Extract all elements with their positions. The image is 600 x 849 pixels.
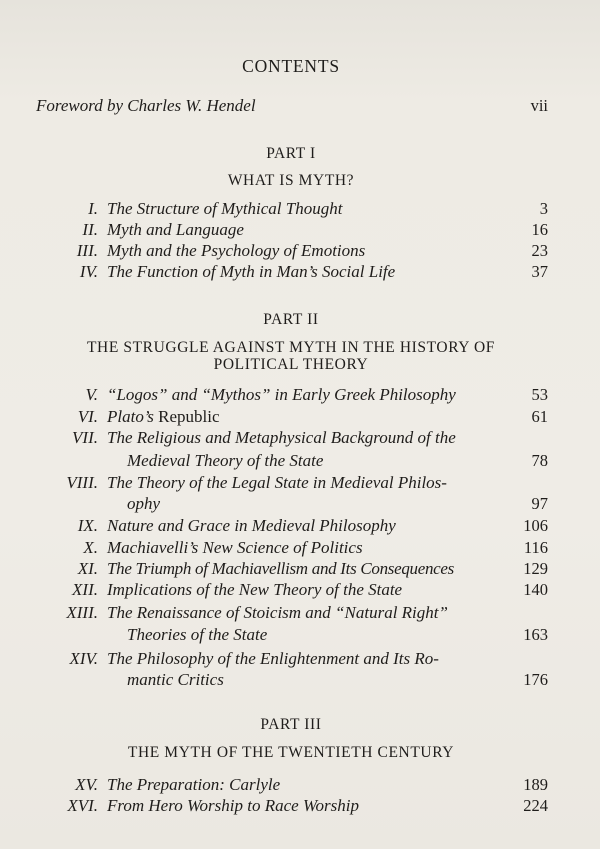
- chapter-page: 16: [531, 220, 548, 239]
- chapter-title: The Renaissance of Stoicism and “Natural Right”: [107, 603, 448, 622]
- chapter-numeral: XV.: [75, 775, 98, 794]
- chapter-title-continued: mantic Critics: [127, 670, 224, 689]
- chapter-title-continued: ophy: [127, 494, 161, 513]
- chapter-numeral: VI.: [77, 407, 98, 426]
- chapter-numeral: X.: [83, 538, 98, 557]
- chapter-numeral: II.: [82, 220, 98, 239]
- toc-entry: [0, 473, 600, 495]
- foreword-page: vii: [530, 96, 548, 115]
- chapter-title: The Theory of the Legal State in Medieval Philos-: [107, 473, 447, 492]
- part-3-label: PART III: [260, 716, 322, 733]
- chapter-numeral: I.: [88, 199, 98, 218]
- part-2-title-line2: POLITICAL THEORY: [213, 356, 369, 373]
- toc-entry-continued: [0, 670, 600, 692]
- chapter-page: 189: [523, 775, 548, 794]
- chapter-numeral: V.: [85, 385, 98, 404]
- part-3-title: THE MYTH OF THE TWENTIETH CENTURY: [127, 744, 455, 761]
- chapter-title-roman: Republic: [158, 407, 220, 426]
- foreword-entry: [0, 96, 600, 118]
- chapter-title: The Structure of Mythical Thought: [107, 199, 343, 218]
- chapter-title: “Logos” and “Mythos” in Early Greek Philosophy: [107, 385, 456, 404]
- chapter-title-italic: Plato’s: [107, 407, 159, 426]
- chapter-title: Machiavelli’s New Science of Politics: [107, 538, 363, 557]
- chapter-title: The Philosophy of the Enlightenment and Its Ro-: [107, 649, 439, 668]
- part-2-label: PART II: [263, 311, 319, 328]
- page-title: CONTENTS: [242, 56, 340, 76]
- chapter-title-continued: Medieval Theory of the State: [127, 451, 324, 470]
- chapter-numeral: III.: [76, 241, 98, 260]
- chapter-numeral: XI.: [77, 559, 98, 578]
- toc-entry-continued: [0, 494, 600, 516]
- chapter-title: Myth and the Psychology of Emotions: [107, 241, 366, 260]
- toc-entry: [0, 199, 600, 221]
- part-2-title-line1: THE STRUGGLE AGAINST MYTH IN THE HISTORY OF: [86, 339, 495, 356]
- chapter-numeral: VIII.: [66, 473, 98, 492]
- toc-entry: [0, 796, 600, 818]
- chapter-numeral: XIV.: [69, 649, 98, 668]
- chapter-numeral: XVI.: [67, 796, 98, 815]
- chapter-numeral: IV.: [79, 262, 98, 281]
- foreword-label: Foreword by Charles W. Hendel: [36, 96, 256, 115]
- chapter-page: 129: [523, 559, 548, 578]
- toc-entry: [0, 241, 600, 263]
- toc-entry-continued: [0, 451, 600, 473]
- toc-entry: [0, 538, 600, 560]
- part-1-label: PART I: [266, 145, 316, 162]
- toc-entry: [0, 603, 600, 625]
- chapter-title: The Function of Myth in Man’s Social Life: [107, 262, 396, 281]
- chapter-page: 3: [539, 199, 548, 218]
- chapter-page: 163: [523, 625, 548, 644]
- chapter-title: Myth and Language: [107, 220, 244, 239]
- chapter-page: 53: [531, 385, 548, 404]
- toc-entry: [0, 262, 600, 284]
- chapter-page: 106: [523, 516, 548, 535]
- chapter-numeral: VII.: [72, 428, 98, 447]
- chapter-page: 23: [531, 241, 548, 260]
- chapter-page: 140: [523, 580, 548, 599]
- toc-entry: [0, 385, 600, 407]
- chapter-title: From Hero Worship to Race Worship: [107, 796, 360, 815]
- chapter-title: The Triumph of Machiavellism and Its Consequences: [107, 559, 454, 578]
- chapter-page: 97: [531, 494, 548, 513]
- toc-entry: [0, 580, 600, 602]
- toc-entry: [0, 559, 600, 581]
- chapter-title: The Religious and Metaphysical Background of the: [107, 428, 456, 447]
- toc-entry-continued: [0, 625, 600, 647]
- chapter-page: 224: [523, 796, 548, 815]
- chapter-page: 176: [523, 670, 548, 689]
- chapter-page: 116: [523, 538, 548, 557]
- chapter-title: [107, 407, 220, 427]
- chapter-title: Nature and Grace in Medieval Philosophy: [107, 516, 396, 535]
- toc-entry: [0, 220, 600, 242]
- chapter-title-continued: Theories of the State: [127, 625, 268, 644]
- chapter-numeral: XII.: [72, 580, 98, 599]
- chapter-page: 61: [531, 407, 548, 426]
- chapter-page: 37: [531, 262, 548, 281]
- chapter-page: 78: [531, 451, 548, 470]
- chapter-numeral: IX.: [77, 516, 98, 535]
- toc-entry: [0, 428, 600, 450]
- toc-entry: [0, 775, 600, 797]
- chapter-title: Implications of the New Theory of the State: [107, 580, 403, 599]
- part-1-title: WHAT IS MYTH?: [227, 172, 355, 189]
- chapter-numeral: XIII.: [66, 603, 98, 622]
- chapter-title: The Preparation: Carlyle: [107, 775, 281, 794]
- toc-entry: [0, 516, 600, 538]
- toc-entry: [0, 407, 600, 429]
- toc-entry: [0, 649, 600, 671]
